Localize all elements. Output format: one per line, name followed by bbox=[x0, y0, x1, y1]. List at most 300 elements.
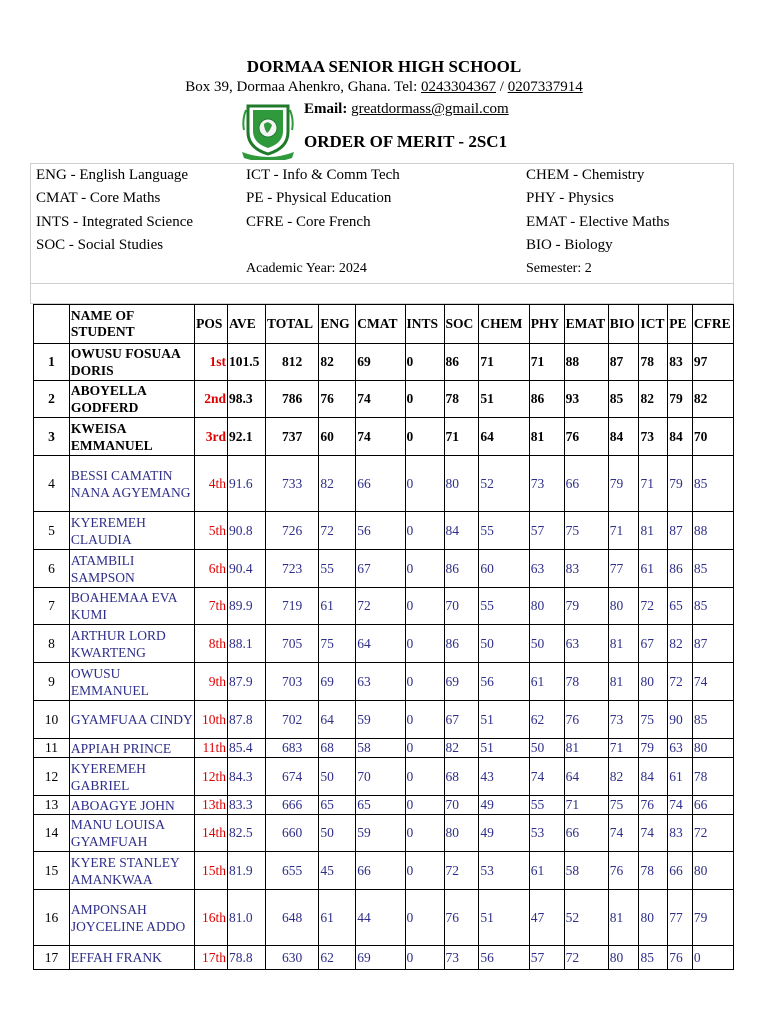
cell-total: 702 bbox=[265, 701, 318, 739]
cell-ict: 80 bbox=[639, 663, 668, 701]
cell-eng: 69 bbox=[319, 663, 356, 701]
cell-eng: 72 bbox=[319, 512, 356, 550]
table-row bbox=[34, 815, 734, 852]
cell-ict: 71 bbox=[639, 456, 668, 512]
table-row bbox=[34, 739, 734, 758]
cell-ave: 78.8 bbox=[227, 946, 265, 970]
table-row bbox=[34, 381, 734, 418]
cell-chem: 50 bbox=[479, 625, 529, 663]
cell-name: EFFAH FRANK bbox=[69, 946, 194, 970]
cell-chem: 49 bbox=[479, 815, 529, 852]
cell-total: 719 bbox=[265, 588, 318, 625]
legend-item: PHY - Physics bbox=[526, 190, 614, 206]
cell-eng: 60 bbox=[319, 418, 356, 456]
cell-ave: 88.1 bbox=[227, 625, 265, 663]
cell-emat: 66 bbox=[564, 456, 608, 512]
cell-chem: 51 bbox=[479, 739, 529, 758]
cell-no: 16 bbox=[34, 890, 70, 946]
cell-cfre: 85 bbox=[692, 550, 733, 588]
cell-ict: 81 bbox=[639, 512, 668, 550]
cell-pe: 84 bbox=[668, 418, 693, 456]
cell-bio: 75 bbox=[608, 796, 639, 815]
cell-soc: 80 bbox=[444, 456, 479, 512]
cell-ict: 75 bbox=[639, 701, 668, 739]
cell-pos: 11th bbox=[195, 739, 228, 758]
cell-ints: 0 bbox=[405, 588, 444, 625]
cell-phy: 50 bbox=[529, 739, 564, 758]
cell-no: 11 bbox=[34, 739, 70, 758]
cell-phy: 57 bbox=[529, 512, 564, 550]
cell-name: KYEREMEH CLAUDIA bbox=[69, 512, 194, 550]
table-row bbox=[34, 946, 734, 970]
cell-ave: 90.8 bbox=[227, 512, 265, 550]
cell-ints: 0 bbox=[405, 512, 444, 550]
table-row bbox=[34, 852, 734, 890]
cell-name: GYAMFUAA CINDY bbox=[69, 701, 194, 739]
cell-emat: 79 bbox=[564, 588, 608, 625]
cell-ints: 0 bbox=[405, 381, 444, 418]
cell-total: 812 bbox=[265, 344, 318, 381]
cell-soc: 72 bbox=[444, 852, 479, 890]
cell-pos: 14th bbox=[195, 815, 228, 852]
cell-ints: 0 bbox=[405, 758, 444, 796]
cell-ave: 84.3 bbox=[227, 758, 265, 796]
cell-no: 17 bbox=[34, 946, 70, 970]
cell-emat: 76 bbox=[564, 418, 608, 456]
cell-soc: 86 bbox=[444, 344, 479, 381]
report-title: ORDER OF MERIT - 2SC1 bbox=[304, 132, 508, 151]
cell-soc: 70 bbox=[444, 588, 479, 625]
cell-cfre: 66 bbox=[692, 796, 733, 815]
cell-total: 733 bbox=[265, 456, 318, 512]
cell-name: ABOYELLA GODFERD bbox=[69, 381, 194, 418]
cell-pe: 83 bbox=[668, 344, 693, 381]
legend-item: EMAT - Elective Maths bbox=[526, 214, 670, 230]
cell-bio: 79 bbox=[608, 456, 639, 512]
cell-pe: 65 bbox=[668, 588, 693, 625]
cell-cmat: 59 bbox=[356, 701, 405, 739]
cell-name: ABOAGYE JOHN bbox=[69, 796, 194, 815]
cell-name: KYERE STANLEY AMANKWAA bbox=[69, 852, 194, 890]
cell-soc: 69 bbox=[444, 663, 479, 701]
cell-no: 14 bbox=[34, 815, 70, 852]
cell-total: 705 bbox=[265, 625, 318, 663]
cell-ave: 91.6 bbox=[227, 456, 265, 512]
cell-name: ATAMBILI SAMPSON bbox=[69, 550, 194, 588]
cell-pos: 3rd bbox=[195, 418, 228, 456]
cell-phy: 81 bbox=[529, 418, 564, 456]
cell-total: 648 bbox=[265, 890, 318, 946]
cell-ints: 0 bbox=[405, 815, 444, 852]
cell-cmat: 67 bbox=[356, 550, 405, 588]
cell-pos: 10th bbox=[195, 701, 228, 739]
cell-no: 15 bbox=[34, 852, 70, 890]
table-row bbox=[34, 701, 734, 739]
cell-pos: 5th bbox=[195, 512, 228, 550]
legend-item: ENG - English Language bbox=[36, 167, 189, 183]
cell-ave: 101.5 bbox=[227, 344, 265, 381]
table-row bbox=[34, 890, 734, 946]
cell-ints: 0 bbox=[405, 890, 444, 946]
cell-chem: 55 bbox=[479, 512, 529, 550]
cell-pos: 17th bbox=[195, 946, 228, 970]
cell-pe: 72 bbox=[668, 663, 693, 701]
table-row bbox=[34, 758, 734, 796]
cell-pe: 83 bbox=[668, 815, 693, 852]
legend-item: CHEM - Chemistry bbox=[526, 167, 645, 183]
cell-emat: 78 bbox=[564, 663, 608, 701]
cell-cfre: 87 bbox=[692, 625, 733, 663]
cell-total: 630 bbox=[265, 946, 318, 970]
table-row bbox=[34, 663, 734, 701]
cell-pe: 66 bbox=[668, 852, 693, 890]
address-text: Box 39, Dormaa Ahenkro, Ghana. Tel: bbox=[185, 79, 422, 95]
cell-eng: 82 bbox=[319, 456, 356, 512]
cell-no: 10 bbox=[34, 701, 70, 739]
cell-soc: 84 bbox=[444, 512, 479, 550]
cell-bio: 74 bbox=[608, 815, 639, 852]
col-header-pos: POS bbox=[195, 305, 228, 344]
cell-ict: 72 bbox=[639, 588, 668, 625]
cell-pos: 12th bbox=[195, 758, 228, 796]
cell-emat: 88 bbox=[564, 344, 608, 381]
cell-pos: 16th bbox=[195, 890, 228, 946]
cell-ints: 0 bbox=[405, 701, 444, 739]
cell-no: 12 bbox=[34, 758, 70, 796]
col-header-bio: BIO bbox=[608, 305, 639, 344]
cell-pe: 77 bbox=[668, 890, 693, 946]
cell-no: 8 bbox=[34, 625, 70, 663]
cell-chem: 53 bbox=[479, 852, 529, 890]
cell-name: AMPONSAH JOYCELINE ADDO bbox=[69, 890, 194, 946]
col-header-chem: CHEM bbox=[479, 305, 529, 344]
cell-bio: 80 bbox=[608, 588, 639, 625]
legend-item: CMAT - Core Maths bbox=[36, 190, 161, 206]
cell-total: 683 bbox=[265, 739, 318, 758]
cell-ave: 81.9 bbox=[227, 852, 265, 890]
cell-pe: 76 bbox=[668, 946, 693, 970]
cell-ints: 0 bbox=[405, 625, 444, 663]
legend-item: ICT - Info & Comm Tech bbox=[246, 167, 400, 183]
cell-phy: 53 bbox=[529, 815, 564, 852]
cell-eng: 68 bbox=[319, 739, 356, 758]
cell-cmat: 74 bbox=[356, 381, 405, 418]
cell-cmat: 69 bbox=[356, 344, 405, 381]
cell-no: 5 bbox=[34, 512, 70, 550]
col-header-pe: PE bbox=[668, 305, 693, 344]
col-header-cfre: CFRE bbox=[692, 305, 733, 344]
cell-ict: 82 bbox=[639, 381, 668, 418]
cell-no: 7 bbox=[34, 588, 70, 625]
cell-ave: 87.9 bbox=[227, 663, 265, 701]
cell-cfre: 78 bbox=[692, 758, 733, 796]
academic-year: Academic Year: 2024 bbox=[246, 261, 367, 276]
cell-soc: 68 bbox=[444, 758, 479, 796]
cell-bio: 81 bbox=[608, 663, 639, 701]
cell-pe: 74 bbox=[668, 796, 693, 815]
cell-cmat: 66 bbox=[356, 456, 405, 512]
cell-cfre: 70 bbox=[692, 418, 733, 456]
phone-link-2[interactable]: 0207337914 bbox=[507, 79, 583, 95]
cell-ict: 78 bbox=[639, 344, 668, 381]
cell-soc: 76 bbox=[444, 890, 479, 946]
cell-total: 660 bbox=[265, 815, 318, 852]
cell-eng: 50 bbox=[319, 815, 356, 852]
cell-name: OWUSU FOSUAA DORIS bbox=[69, 344, 194, 381]
cell-emat: 81 bbox=[564, 739, 608, 758]
cell-eng: 82 bbox=[319, 344, 356, 381]
cell-ict: 85 bbox=[639, 946, 668, 970]
cell-soc: 86 bbox=[444, 550, 479, 588]
cell-cfre: 72 bbox=[692, 815, 733, 852]
email-label: Email: bbox=[304, 101, 348, 117]
cell-pos: 15th bbox=[195, 852, 228, 890]
cell-no: 13 bbox=[34, 796, 70, 815]
cell-phy: 61 bbox=[529, 663, 564, 701]
cell-ave: 82.5 bbox=[227, 815, 265, 852]
cell-pe: 79 bbox=[668, 381, 693, 418]
cell-chem: 51 bbox=[479, 381, 529, 418]
cell-pos: 8th bbox=[195, 625, 228, 663]
cell-eng: 50 bbox=[319, 758, 356, 796]
cell-cmat: 66 bbox=[356, 852, 405, 890]
phone-link-1[interactable]: 0243304367 bbox=[421, 79, 497, 95]
cell-cmat: 69 bbox=[356, 946, 405, 970]
table-row bbox=[34, 456, 734, 512]
cell-emat: 75 bbox=[564, 512, 608, 550]
cell-ict: 78 bbox=[639, 852, 668, 890]
cell-cmat: 72 bbox=[356, 588, 405, 625]
cell-ave: 92.1 bbox=[227, 418, 265, 456]
cell-soc: 86 bbox=[444, 625, 479, 663]
cell-cfre: 97 bbox=[692, 344, 733, 381]
cell-cmat: 56 bbox=[356, 512, 405, 550]
cell-ave: 85.4 bbox=[227, 739, 265, 758]
cell-eng: 62 bbox=[319, 946, 356, 970]
cell-pos: 7th bbox=[195, 588, 228, 625]
cell-cmat: 64 bbox=[356, 625, 405, 663]
cell-phy: 55 bbox=[529, 796, 564, 815]
cell-chem: 64 bbox=[479, 418, 529, 456]
cell-name: OWUSU EMMANUEL bbox=[69, 663, 194, 701]
cell-pos: 13th bbox=[195, 796, 228, 815]
cell-chem: 60 bbox=[479, 550, 529, 588]
cell-chem: 71 bbox=[479, 344, 529, 381]
table-row bbox=[34, 418, 734, 456]
cell-no: 2 bbox=[34, 381, 70, 418]
cell-no: 6 bbox=[34, 550, 70, 588]
phone-separator: / bbox=[496, 79, 508, 95]
col-header-cmat: CMAT bbox=[356, 305, 405, 344]
cell-ave: 87.8 bbox=[227, 701, 265, 739]
cell-cfre: 0 bbox=[692, 946, 733, 970]
cell-ints: 0 bbox=[405, 852, 444, 890]
cell-pe: 90 bbox=[668, 701, 693, 739]
report-header bbox=[0, 0, 768, 160]
cell-total: 737 bbox=[265, 418, 318, 456]
cell-eng: 65 bbox=[319, 796, 356, 815]
school-address bbox=[0, 79, 768, 96]
cell-emat: 93 bbox=[564, 381, 608, 418]
cell-eng: 45 bbox=[319, 852, 356, 890]
cell-cmat: 44 bbox=[356, 890, 405, 946]
cell-ict: 61 bbox=[639, 550, 668, 588]
cell-chem: 55 bbox=[479, 588, 529, 625]
cell-eng: 76 bbox=[319, 381, 356, 418]
cell-emat: 72 bbox=[564, 946, 608, 970]
cell-bio: 81 bbox=[608, 890, 639, 946]
cell-soc: 82 bbox=[444, 739, 479, 758]
col-header-ict: ICT bbox=[639, 305, 668, 344]
table-row bbox=[34, 344, 734, 381]
cell-total: 703 bbox=[265, 663, 318, 701]
email-line bbox=[304, 101, 509, 118]
cell-pe: 63 bbox=[668, 739, 693, 758]
cell-pos: 9th bbox=[195, 663, 228, 701]
cell-no: 9 bbox=[34, 663, 70, 701]
cell-cfre: 80 bbox=[692, 852, 733, 890]
cell-emat: 71 bbox=[564, 796, 608, 815]
semester: Semester: 2 bbox=[526, 261, 592, 276]
cell-chem: 43 bbox=[479, 758, 529, 796]
cell-phy: 73 bbox=[529, 456, 564, 512]
cell-phy: 71 bbox=[529, 344, 564, 381]
cell-soc: 73 bbox=[444, 946, 479, 970]
cell-emat: 63 bbox=[564, 625, 608, 663]
subject-legend bbox=[30, 163, 734, 284]
cell-pos: 1st bbox=[195, 344, 228, 381]
cell-pe: 61 bbox=[668, 758, 693, 796]
cell-ints: 0 bbox=[405, 796, 444, 815]
cell-pos: 4th bbox=[195, 456, 228, 512]
table-row bbox=[34, 625, 734, 663]
cell-phy: 80 bbox=[529, 588, 564, 625]
cell-chem: 49 bbox=[479, 796, 529, 815]
cell-cfre: 80 bbox=[692, 739, 733, 758]
cell-cfre: 85 bbox=[692, 701, 733, 739]
cell-total: 786 bbox=[265, 381, 318, 418]
table-row bbox=[34, 588, 734, 625]
cell-cfre: 85 bbox=[692, 588, 733, 625]
col-header-ave: AVE bbox=[227, 305, 265, 344]
email-link[interactable]: greatdormass@gmail.com bbox=[351, 101, 509, 117]
cell-ints: 0 bbox=[405, 344, 444, 381]
table-row bbox=[34, 550, 734, 588]
cell-cmat: 70 bbox=[356, 758, 405, 796]
cell-ict: 79 bbox=[639, 739, 668, 758]
cell-ave: 98.3 bbox=[227, 381, 265, 418]
cell-soc: 71 bbox=[444, 418, 479, 456]
cell-emat: 58 bbox=[564, 852, 608, 890]
cell-eng: 61 bbox=[319, 588, 356, 625]
cell-ict: 76 bbox=[639, 796, 668, 815]
legend-item: INTS - Integrated Science bbox=[36, 214, 194, 230]
col-header-ints: INTS bbox=[405, 305, 444, 344]
cell-cfre: 88 bbox=[692, 512, 733, 550]
cell-phy: 74 bbox=[529, 758, 564, 796]
cell-bio: 80 bbox=[608, 946, 639, 970]
cell-eng: 64 bbox=[319, 701, 356, 739]
cell-total: 723 bbox=[265, 550, 318, 588]
cell-emat: 76 bbox=[564, 701, 608, 739]
cell-eng: 55 bbox=[319, 550, 356, 588]
cell-total: 726 bbox=[265, 512, 318, 550]
cell-ints: 0 bbox=[405, 550, 444, 588]
school-name: DORMAA SENIOR HIGH SCHOOL bbox=[246, 57, 522, 76]
legend-item: CFRE - Core French bbox=[246, 214, 371, 230]
cell-cfre: 85 bbox=[692, 456, 733, 512]
cell-ave: 83.3 bbox=[227, 796, 265, 815]
cell-soc: 78 bbox=[444, 381, 479, 418]
cell-cmat: 65 bbox=[356, 796, 405, 815]
legend-item: SOC - Social Studies bbox=[36, 237, 164, 253]
cell-name: BESSI CAMATIN NANA AGYEMANG bbox=[69, 456, 194, 512]
cell-total: 655 bbox=[265, 852, 318, 890]
cell-cmat: 63 bbox=[356, 663, 405, 701]
cell-bio: 81 bbox=[608, 625, 639, 663]
cell-ints: 0 bbox=[405, 946, 444, 970]
cell-cfre: 82 bbox=[692, 381, 733, 418]
col-header-soc: SOC bbox=[444, 305, 479, 344]
cell-cfre: 79 bbox=[692, 890, 733, 946]
cell-name: MANU LOUISA GYAMFUAH bbox=[69, 815, 194, 852]
cell-ave: 89.9 bbox=[227, 588, 265, 625]
cell-phy: 57 bbox=[529, 946, 564, 970]
cell-eng: 75 bbox=[319, 625, 356, 663]
cell-no: 4 bbox=[34, 456, 70, 512]
cell-name: KWEISA EMMANUEL bbox=[69, 418, 194, 456]
cell-eng: 61 bbox=[319, 890, 356, 946]
cell-pos: 6th bbox=[195, 550, 228, 588]
cell-ave: 90.4 bbox=[227, 550, 265, 588]
cell-no: 1 bbox=[34, 344, 70, 381]
table-body bbox=[34, 344, 734, 970]
cell-phy: 50 bbox=[529, 625, 564, 663]
cell-name: KYEREMEH GABRIEL bbox=[69, 758, 194, 796]
cell-pe: 79 bbox=[668, 456, 693, 512]
cell-emat: 64 bbox=[564, 758, 608, 796]
col-header-phy: PHY bbox=[529, 305, 564, 344]
cell-ict: 84 bbox=[639, 758, 668, 796]
cell-bio: 73 bbox=[608, 701, 639, 739]
cell-pos: 2nd bbox=[195, 381, 228, 418]
cell-ints: 0 bbox=[405, 739, 444, 758]
cell-cfre: 74 bbox=[692, 663, 733, 701]
cell-soc: 67 bbox=[444, 701, 479, 739]
cell-total: 666 bbox=[265, 796, 318, 815]
cell-bio: 76 bbox=[608, 852, 639, 890]
cell-phy: 62 bbox=[529, 701, 564, 739]
cell-emat: 66 bbox=[564, 815, 608, 852]
cell-chem: 51 bbox=[479, 701, 529, 739]
col-header-eng: ENG bbox=[319, 305, 356, 344]
cell-cmat: 59 bbox=[356, 815, 405, 852]
cell-bio: 85 bbox=[608, 381, 639, 418]
cell-name: APPIAH PRINCE bbox=[69, 739, 194, 758]
cell-pe: 82 bbox=[668, 625, 693, 663]
legend-item: BIO - Biology bbox=[526, 237, 613, 253]
table-row bbox=[34, 512, 734, 550]
cell-phy: 86 bbox=[529, 381, 564, 418]
cell-ave: 81.0 bbox=[227, 890, 265, 946]
cell-name: BOAHEMAA EVA KUMI bbox=[69, 588, 194, 625]
cell-chem: 52 bbox=[479, 456, 529, 512]
legend-spacer bbox=[30, 284, 734, 304]
school-crest-icon bbox=[240, 100, 296, 160]
cell-bio: 87 bbox=[608, 344, 639, 381]
cell-chem: 56 bbox=[479, 663, 529, 701]
cell-bio: 71 bbox=[608, 512, 639, 550]
